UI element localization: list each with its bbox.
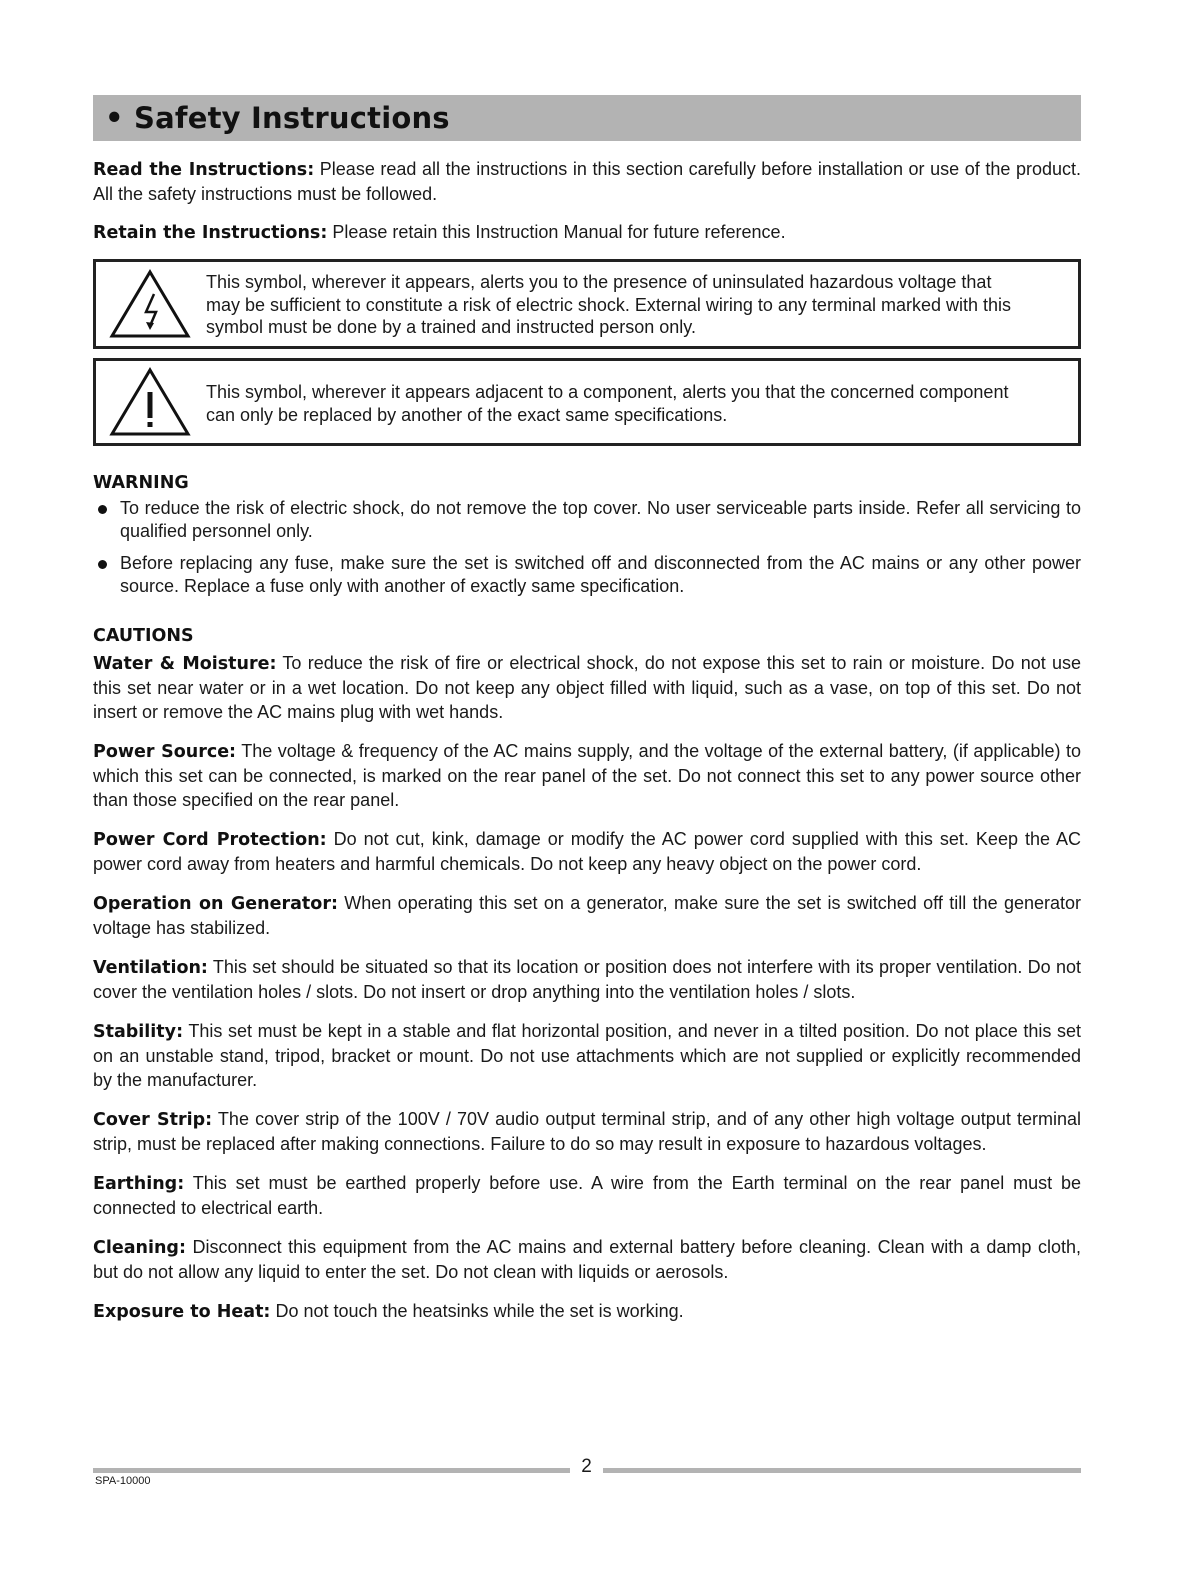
caution-text: To reduce the risk of fire or electrical shock, do not expose this set to rain or moisture. Do not use this set near water or in a wet location. Do not keep any object filled with liquid, such as a vase, on top of this set. Do not insert or remove the AC mains plug with wet hands.	[93, 653, 1081, 722]
footer-rule-left	[93, 1468, 570, 1473]
page-footer	[93, 1456, 1081, 1486]
caution-label: Earthing:	[93, 1174, 185, 1194]
read-instructions-label: Read the Instructions:	[93, 160, 315, 180]
warning-item	[93, 497, 1081, 543]
caution-text: This set must be kept in a stable and flat horizontal position, and never in a tilted position. Do not place this set on an unstable stand, tripod, bracket or mount. Do not use attachments which are not supplied or explicitly recommended by the manufacturer.	[93, 1021, 1081, 1090]
caution-text: Disconnect this equipment from the AC mains and external battery before cleaning. Clean with a damp cloth, but do not allow any liquid to enter the set. Do not clean with liquids or aerosols.	[93, 1237, 1081, 1282]
caution-text: The voltage & frequency of the AC mains supply, and the voltage of the external battery, (if applicable) to which this set can be connected, is marked on the rear panel of the set. Do not connect this set to any power source other than those specified on the rear panel.	[93, 741, 1081, 810]
read-instructions-paragraph	[93, 157, 1081, 206]
caution-text: When operating this set on a generator, make sure the set is switched off till the generator voltage has stabilized.	[93, 893, 1081, 938]
shock-symbol-box	[93, 259, 1081, 349]
electric-shock-warning-icon	[108, 268, 192, 340]
footer-rule-right	[603, 1468, 1081, 1473]
safety-page	[93, 95, 1081, 1324]
caution-label: Stability:	[93, 1022, 184, 1042]
component-symbol-line: This symbol, wherever it appears adjacent to a component, alerts you that the concerned component	[206, 382, 1009, 402]
caution-exclamation-icon	[108, 366, 192, 438]
caution-label: Water & Moisture:	[93, 654, 277, 674]
caution-power-source	[93, 739, 1081, 812]
caution-text: Do not touch the heatsinks while the set is working.	[270, 1301, 684, 1321]
shock-symbol-line: This symbol, wherever it appears, alerts you to the presence of uninsulated hazardous voltage that	[206, 272, 992, 292]
caution-cover-strip	[93, 1107, 1081, 1156]
page-title: • Safety Instructions	[105, 101, 450, 135]
cautions-heading: CAUTIONS	[93, 626, 194, 646]
caution-power-cord	[93, 827, 1081, 876]
caution-label: Operation on Generator:	[93, 894, 338, 914]
caution-label: Cleaning:	[93, 1238, 186, 1258]
caution-generator	[93, 891, 1081, 940]
caution-label: Power Source:	[93, 742, 237, 762]
shock-symbol-text	[206, 271, 1068, 339]
caution-earthing	[93, 1171, 1081, 1220]
caution-label: Exposure to Heat:	[93, 1302, 271, 1322]
bullet-icon	[98, 505, 107, 514]
retain-instructions-paragraph	[93, 220, 1081, 245]
caution-text: The cover strip of the 100V / 70V audio output terminal strip, and of any other high voltage output terminal strip, must be replaced after making connections. Failure to do so may result in exposure to hazardous voltages.	[93, 1109, 1081, 1154]
component-symbol-text	[206, 381, 1068, 426]
caution-text: This set must be earthed properly before use. A wire from the Earth terminal on the rear panel must be connected to electrical earth.	[93, 1173, 1081, 1218]
warning-item-text: Before replacing any fuse, make sure the set is switched off and disconnected from the AC mains or any other power source. Replace a fuse only with another of exactly same specification.	[120, 553, 1081, 596]
retain-instructions-label: Retain the Instructions:	[93, 223, 328, 243]
component-symbol-line: can only be replaced by another of the exact same specifications.	[206, 404, 728, 425]
caution-label: Ventilation:	[93, 958, 208, 978]
caution-ventilation	[93, 955, 1081, 1004]
bullet-icon	[98, 560, 107, 569]
warning-item-text: To reduce the risk of electric shock, do not remove the top cover. No user serviceable parts inside. Refer all servicing to qualified personnel only.	[120, 498, 1081, 541]
caution-label: Power Cord Protection:	[93, 830, 327, 850]
caution-text: This set should be situated so that its location or position does not interfere with its proper ventilation. Do not cover the ventilation holes / slots. Do not insert or drop anything into the ventilation holes / slots.	[93, 957, 1081, 1002]
caution-cleaning	[93, 1235, 1081, 1284]
retain-instructions-text: Please retain this Instruction Manual for future reference.	[327, 222, 786, 242]
shock-symbol-line: may be sufficient to constitute a risk of electric shock. External wiring to any terminal marked with this	[206, 294, 1011, 315]
component-symbol-box	[93, 358, 1081, 446]
read-instructions-text: Please read all the instructions in this section carefully before installation or use of the product. All the safety instructions must be followed.	[93, 159, 1081, 204]
caution-heat	[93, 1299, 1081, 1324]
caution-stability	[93, 1019, 1081, 1092]
warning-list	[93, 497, 1081, 598]
title-bar	[93, 95, 1081, 141]
caution-text: Do not cut, kink, damage or modify the AC power cord supplied with this set. Keep the AC power cord away from heaters and harmful chemicals. Do not keep any heavy object on the power cord.	[93, 829, 1082, 874]
caution-label: Cover Strip:	[93, 1110, 213, 1130]
warning-heading: WARNING	[93, 473, 189, 493]
caution-water-moisture	[93, 651, 1081, 724]
warning-item	[93, 552, 1081, 598]
shock-symbol-line: symbol must be done by a trained and instructed person only.	[206, 317, 696, 337]
model-number: SPA-10000	[95, 1475, 151, 1487]
page-number: 2	[581, 1456, 592, 1477]
